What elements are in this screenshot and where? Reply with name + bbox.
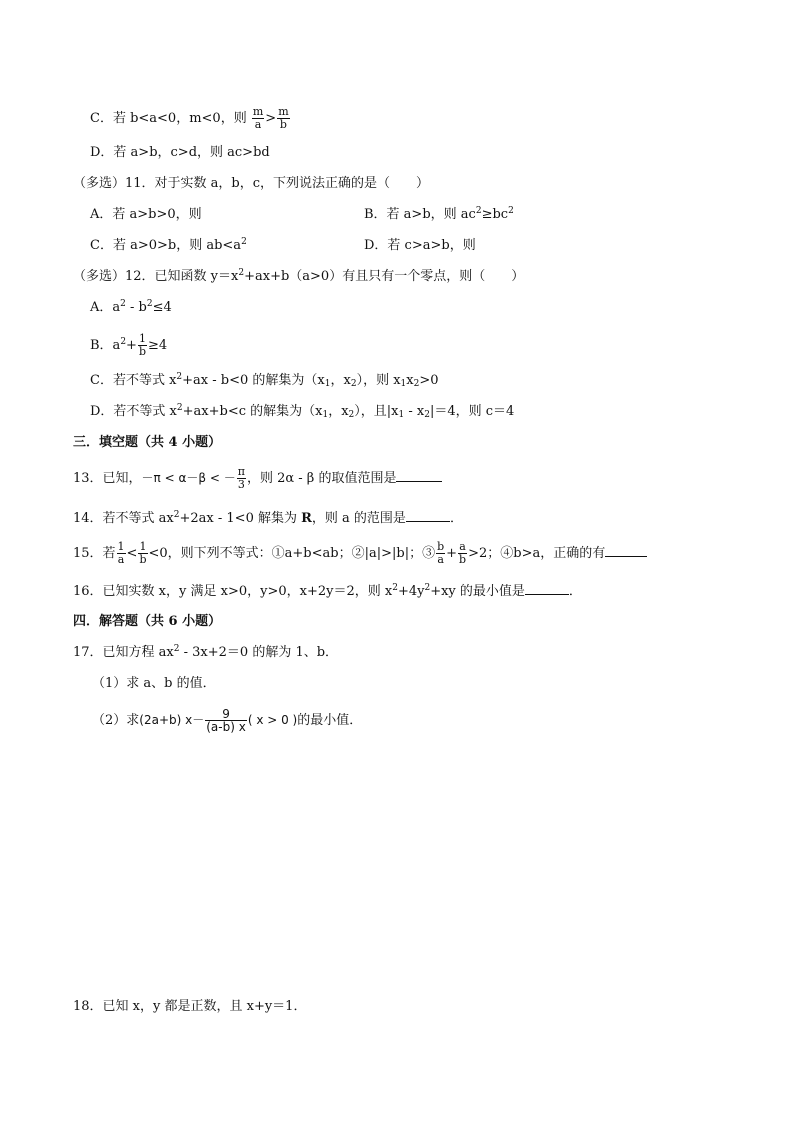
q16: 16．已知实数 x，y 满足 x>0，y>0，x+2y＝2，则 $x^2+4y^2+xy$ 的最小值是 ． (73, 583, 582, 599)
q14: 14．若不等式 $ax^2+2ax - 1<0$ 解集为 R，则 a 的范围是 ． (73, 510, 463, 526)
q17-part-2: （2）求(2a+b) x－ $\frac{9}{(a-b) x}$ ( x > 0 )的最小值． (92, 707, 363, 734)
answer-blank[interactable] (605, 544, 647, 557)
q11-option-c: C．若 a>0>b，则 $ab<a^2$ (90, 237, 247, 253)
q10-option-c: C．若 b<a<0，m<0，则 $\frac{m}{a}$ > $\frac{m}{b}$ (90, 105, 289, 131)
q11-option-a: A．若 a>b>0，则 (90, 207, 202, 222)
fraction: $\frac{a}{b}$ (459, 540, 467, 566)
q13: 13．已知，－π < α－β < － $\frac{\pi}{3}$ ，则 2α - β 的取值范围是 (73, 466, 442, 491)
fraction: $\frac{9}{(a-b) x}$ (206, 707, 246, 734)
q11-option-d: D．若 c>a>b，则 (364, 238, 476, 253)
q12-option-a: A．$a^2 - b^2\le 4$ (90, 299, 172, 315)
section-title-answers: 四．解答题（共 6 小题） (73, 614, 222, 629)
q12-stem: （多选）12．已知函数 $y=x^2+ax+b(a>0)$有且只有一个零点，则（ ） (73, 268, 525, 284)
answer-blank[interactable] (525, 582, 569, 595)
answer-blank[interactable] (406, 509, 450, 522)
fraction: $\frac{1}{a}$ (117, 540, 125, 566)
section-title-fill-in: 三．填空题（共 4 小题） (73, 435, 222, 450)
q17-stem: 17．已知方程 $ax^2 - 3x+2=0$ 的解为 1、b． (73, 644, 339, 660)
q11-stem: （多选）11．对于实数 a，b，c，下列说法正确的是（ ） (73, 176, 430, 191)
fraction: $\frac{\pi}{3}$ (237, 465, 245, 491)
fraction: $\frac{m}{b}$ (278, 105, 289, 131)
q12-option-d: D．若不等式 $x^2+ax+b<c$ 的解集为（$x_1$，$x_2$），且$|x_1 - x_2|=4$，则 c＝4 (90, 403, 515, 420)
fraction: $\frac{m}{a}$ (252, 105, 264, 131)
q15: 15．若 $\frac{1}{a}$ < $\frac{1}{b}$ <0，则下列不等式：①a+b<ab；②|a|>|b|；③ $\frac{b}{a}$ + $\frac{a}{b}$ >2；④b>a，正确的有 (73, 541, 647, 566)
q17-part-1: （1）求 a、b 的值． (92, 676, 216, 691)
q10-option-d: D．若 a>b，c>d，则 ac>bd (90, 145, 270, 160)
fraction: $\frac{b}{a}$ (437, 540, 445, 566)
q12-option-c: C．若不等式 $x^2+ax - b<0$ 的解集为（$x_1$，$x_2$），则 $x_1x_2>0$ (90, 372, 439, 389)
fraction: $\frac{1}{b}$ (139, 540, 147, 566)
answer-blank[interactable] (396, 469, 442, 482)
q18-stem: 18．已知 x，y 都是正数，且 x+y＝1． (73, 999, 307, 1014)
q11-option-b: B．若 a>b，则 $ac^2\ge bc^2$ (364, 206, 514, 222)
fraction: $\frac{1}{b}$ (138, 332, 146, 358)
q12-option-b: B．$a^2+$ $\frac{1}{b}$ ≥4 (90, 332, 168, 358)
